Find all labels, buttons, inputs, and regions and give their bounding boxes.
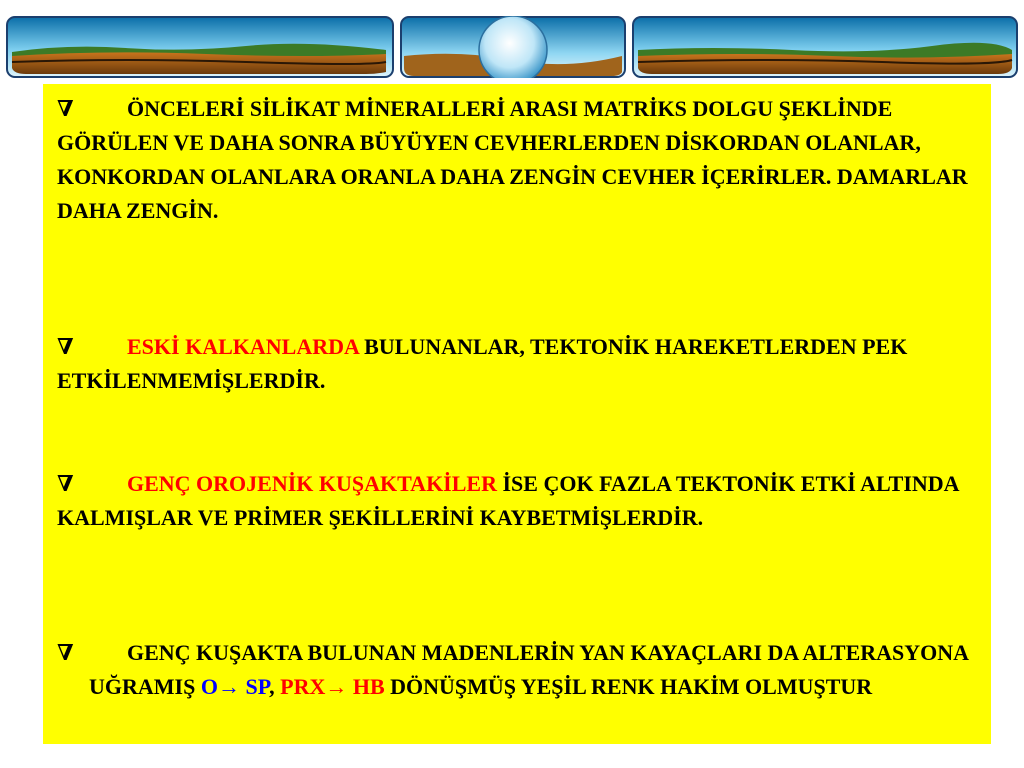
paragraph-1-text: ÖNCELERİ SİLİKAT MİNERALLERİ ARASI MATRİKS DOLGU ŞEKLİNDE GÖRÜLEN VE DAHA SONRA BÜYÜYEN CEVHERLERDEN DİSKORDAN OLANLAR, KONKORDAN OLANLARA ORANLA DAHA ZENGİN CEVHER İÇERİRLER. DAMARLAR DAHA ZENGİN. [57,96,968,223]
serpentine-label: SP [239,674,270,699]
paragraph-2-highlight: ESKİ KALKANLARDA [127,334,359,359]
paragraph-3-highlight: GENÇ OROJENİK KUŞAKTAKİLER [127,471,497,496]
hornblende-label: HB [347,674,385,699]
paragraph-1 [57,92,971,228]
landscape-banner-right [632,16,1018,78]
nabla-bullet-icon: ∇ [57,334,74,359]
paragraph-4-comma: , [269,674,281,699]
paragraph-2-text: BULUNANLAR, TEKTONİK HAREKETLERDEN PEK ETKİLENMEMİŞLERDİR. [57,334,908,393]
olivine-label: O [200,674,218,699]
paragraph-3 [57,467,971,535]
landscape-banner-left-graphic [6,16,394,78]
paragraph-4-mid: UĞRAMIŞ [89,674,201,699]
paragraph-4-tail: DÖNÜŞMÜŞ YEŞİL RENK HAKİM OLMUŞTUR [384,674,873,699]
paragraph-4-lead: GENÇ KUŞAKTA BULUNAN MADENLERİN YAN KAYAÇLARI DA ALTERASYONA [127,640,970,665]
nabla-bullet-icon: ∇ [57,471,74,496]
pyroxene-label: PRX [280,674,326,699]
landscape-banner-left [6,16,394,78]
paragraph-3-text: İSE ÇOK FAZLA TEKTONİK ETKİ ALTINDA KALMIŞLAR VE PRİMER ŞEKİLLERİNİ KAYBETMİŞLERDİR. [57,471,959,530]
arrow-right-icon: → [217,674,240,699]
landscape-banner-center [400,16,626,78]
globe-emblem-graphic [400,16,626,78]
paragraph-4 [57,636,971,704]
landscape-banner-right-graphic [632,16,1018,78]
paragraph-2 [57,330,971,398]
content-panel [43,84,991,744]
nabla-bullet-icon: ∇ [57,96,74,121]
nabla-bullet-icon: ∇ [57,640,74,665]
arrow-right-icon: → [325,674,348,699]
